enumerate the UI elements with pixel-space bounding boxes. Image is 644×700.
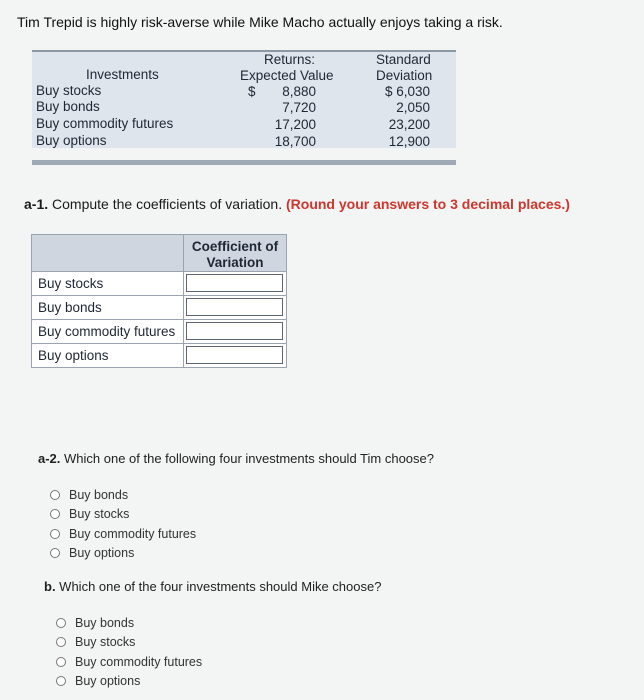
radio-button[interactable]: [56, 618, 66, 628]
question-a1: [24, 196, 570, 212]
cv-cell-options: [184, 344, 287, 368]
row-ev-currency: $: [248, 84, 256, 99]
header-standard: Standard: [376, 52, 431, 67]
table-bottom-rule: [32, 160, 456, 165]
radio-button[interactable]: [50, 529, 60, 539]
cv-input-options[interactable]: [186, 346, 283, 364]
option-label: Buy options: [69, 546, 135, 561]
row-sd-bonds: 2,050: [396, 100, 430, 115]
tim-choice-radio-group: [50, 485, 196, 563]
cv-header-line2: Variation: [206, 255, 264, 270]
radio-button[interactable]: [50, 548, 60, 558]
tim-option-bonds[interactable]: [50, 485, 196, 505]
table-row: [31, 320, 287, 344]
question-b-prefix: b.: [44, 579, 56, 594]
question-a2-prefix: a-2.: [38, 451, 61, 466]
cv-header-line1: Coefficient of: [191, 239, 279, 254]
row-sd-options: 12,900: [388, 134, 430, 149]
cv-input-commodity[interactable]: [186, 322, 283, 340]
option-label: Buy commodity futures: [75, 654, 203, 669]
header-expected-value: Expected Value: [240, 68, 334, 83]
option-label: Buy commodity futures: [69, 526, 197, 541]
cv-row-label-stocks: Buy stocks: [31, 272, 184, 296]
row-label-commodity: Buy commodity futures: [36, 116, 174, 131]
cv-header-row: [31, 234, 287, 272]
cv-header: [184, 234, 287, 272]
row-ev-commodity: 17,200: [274, 117, 316, 132]
table-row: [31, 272, 287, 296]
question-a1-prefix: a-1.: [24, 196, 49, 212]
mike-choice-radio-group: [56, 613, 202, 691]
row-sd-commodity: 23,200: [388, 117, 430, 132]
row-label-bonds: Buy bonds: [36, 99, 100, 114]
cv-header-blank: [31, 234, 184, 272]
table-row: [31, 296, 287, 320]
cv-cell-bonds: [184, 296, 287, 320]
row-ev-options: 18,700: [274, 134, 316, 149]
row-ev-bonds: 7,720: [282, 100, 316, 115]
header-investments: Investments: [86, 67, 159, 82]
cv-input-stocks[interactable]: [186, 274, 283, 292]
cv-cell-stocks: [184, 272, 287, 296]
row-label-stocks: Buy stocks: [36, 83, 102, 98]
rounding-instruction: (Round your answers to 3 decimal places.): [286, 196, 570, 212]
question-a1-text: Compute the coefficients of variation.: [48, 196, 283, 212]
option-label: Buy stocks: [75, 635, 136, 650]
question-a2: [38, 451, 434, 466]
mike-option-bonds[interactable]: [56, 613, 202, 633]
option-label: Buy stocks: [69, 507, 130, 522]
investment-data-table: [32, 50, 452, 166]
option-label: Buy options: [75, 674, 141, 689]
tim-option-commodity[interactable]: [50, 524, 196, 544]
option-label: Buy bonds: [69, 487, 129, 502]
mike-option-options[interactable]: [56, 672, 202, 692]
cv-input-bonds[interactable]: [186, 298, 283, 316]
header-deviation: Deviation: [376, 68, 433, 83]
radio-button[interactable]: [56, 657, 66, 667]
question-b-text: Which one of the four investments should Mike choose?: [55, 579, 382, 594]
mike-option-commodity[interactable]: [56, 652, 202, 672]
radio-button[interactable]: [56, 676, 66, 686]
mike-option-stocks[interactable]: [56, 633, 202, 653]
cv-cell-commodity: [184, 320, 287, 344]
cv-row-label-commodity: Buy commodity futures: [31, 320, 184, 344]
row-sd-stocks: $ 6,030: [384, 84, 430, 99]
radio-button[interactable]: [50, 490, 60, 500]
tim-option-options[interactable]: [50, 544, 196, 564]
row-label-options: Buy options: [36, 133, 107, 148]
radio-button[interactable]: [50, 509, 60, 519]
tim-option-stocks[interactable]: [50, 505, 196, 525]
intro-text: Tim Trepid is highly risk-averse while Mike Macho actually enjoys taking a risk.: [17, 14, 503, 30]
question-b: [44, 579, 381, 594]
table-row: [31, 344, 287, 368]
cv-row-label-options: Buy options: [31, 344, 184, 368]
row-ev-stocks: 8,880: [282, 84, 316, 99]
radio-button[interactable]: [56, 637, 66, 647]
header-returns: Returns:: [264, 52, 316, 67]
question-a2-text: Which one of the following four investments should Tim choose?: [60, 451, 434, 466]
cv-row-label-bonds: Buy bonds: [31, 296, 184, 320]
option-label: Buy bonds: [75, 615, 135, 630]
